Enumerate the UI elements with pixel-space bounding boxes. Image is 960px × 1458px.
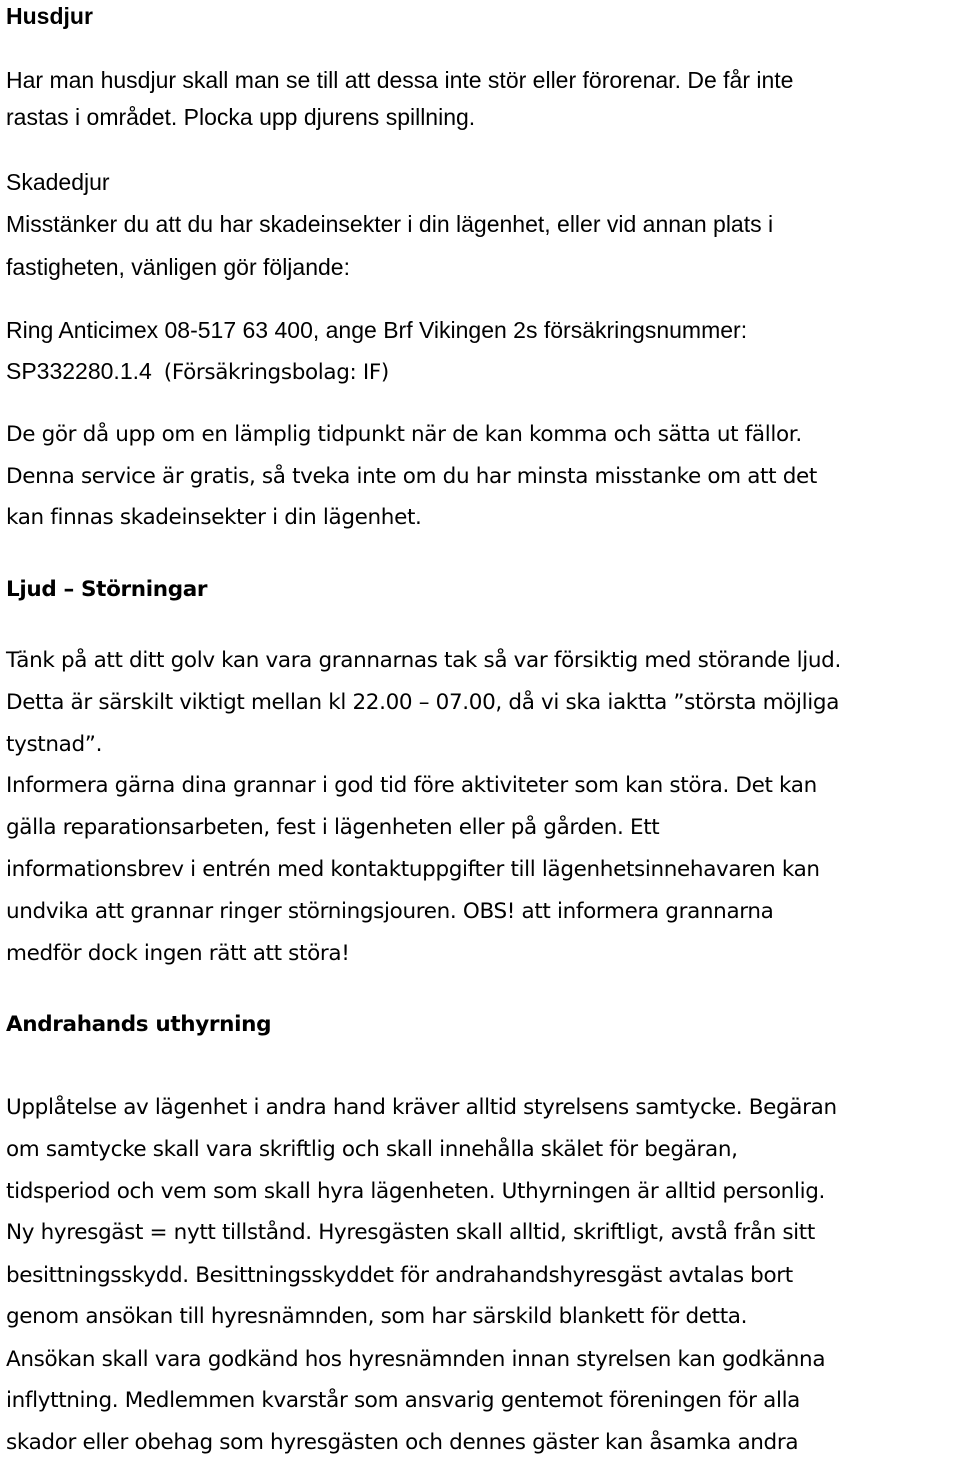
pests-heading: Skadedjur bbox=[6, 169, 110, 195]
noise-text-line: Tänk på att ditt golv kan vara grannarnas tak så var försiktig med störande ljud. bbox=[6, 648, 841, 673]
noise-heading: Ljud – Störningar bbox=[6, 577, 208, 602]
subletting-text-line: besittningsskydd. Besittningsskyddet för andrahandshyresgäst avtalas bort bbox=[6, 1263, 793, 1288]
subletting-text-line: Upplåtelse av lägenhet i andra hand kräver alltid styrelsens samtycke. Begäran bbox=[6, 1095, 837, 1120]
pests-intro-line: fastigheten, vänligen gör följande: bbox=[6, 254, 350, 280]
pets-text-line: Har man husdjur skall man se till att dessa inte stör eller förorenar. De får inte bbox=[6, 67, 794, 93]
pests-policy-line bbox=[6, 356, 389, 388]
noise-text-line: gälla reparationsarbeten, fest i lägenheten eller på gården. Ett bbox=[6, 815, 660, 840]
pests-contact-line: Ring Anticimex 08-517 63 400, ange Brf Vikingen 2s försäkringsnummer: bbox=[6, 317, 748, 343]
subletting-text-line: skador eller obehag som hyresgästen och dennes gäster kan åsamka andra bbox=[6, 1430, 799, 1455]
pets-heading: Husdjur bbox=[6, 3, 93, 29]
pests-intro-line: Misstänker du att du har skadeinsekter i din lägenhet, eller vid annan plats i bbox=[6, 211, 774, 237]
insurer-label: (Försäkringsbolag: IF) bbox=[163, 360, 389, 385]
noise-text-line: medför dock ingen rätt att störa! bbox=[6, 941, 350, 966]
policy-number: SP332280.1.4 bbox=[6, 358, 152, 384]
noise-text-line: Informera gärna dina grannar i god tid före aktiviteter som kan störa. Det kan bbox=[6, 773, 817, 798]
noise-text-line: tystnad”. bbox=[6, 732, 103, 757]
subletting-heading: Andrahands uthyrning bbox=[6, 1012, 272, 1037]
noise-text-line: Detta är särskilt viktigt mellan kl 22.00 – 07.00, då vi ska iaktta ”största möjliga bbox=[6, 690, 840, 715]
pests-service-line: kan finnas skadeinsekter i din lägenhet. bbox=[6, 505, 422, 530]
noise-text-line: undvika att grannar ringer störningsjouren. OBS! att informera grannarna bbox=[6, 899, 774, 924]
noise-text-line: informationsbrev i entrén med kontaktuppgifter till lägenhetsinnehavaren kan bbox=[6, 857, 820, 882]
subletting-text-line: inflyttning. Medlemmen kvarstår som ansvarig gentemot föreningen för alla bbox=[6, 1388, 801, 1413]
subletting-text-line: Ny hyresgäst = nytt tillstånd. Hyresgästen skall alltid, skriftligt, avstå från sitt bbox=[6, 1220, 815, 1245]
subletting-text-line: genom ansökan till hyresnämnden, som har särskild blankett för detta. bbox=[6, 1304, 748, 1329]
pets-text-line: rastas i området. Plocka upp djurens spillning. bbox=[6, 104, 476, 130]
subletting-text-line: Ansökan skall vara godkänd hos hyresnämnden innan styrelsen kan godkänna bbox=[6, 1347, 826, 1372]
subletting-text-line: tidsperiod och vem som skall hyra lägenheten. Uthyrningen är alltid personlig. bbox=[6, 1179, 825, 1204]
pests-service-line: Denna service är gratis, så tveka inte om du har minsta misstanke om att det bbox=[6, 464, 817, 489]
pests-service-line: De gör då upp om en lämplig tidpunkt när de kan komma och sätta ut fällor. bbox=[6, 422, 802, 447]
subletting-text-line: om samtycke skall vara skriftlig och skall innehålla skälet för begäran, bbox=[6, 1137, 738, 1162]
